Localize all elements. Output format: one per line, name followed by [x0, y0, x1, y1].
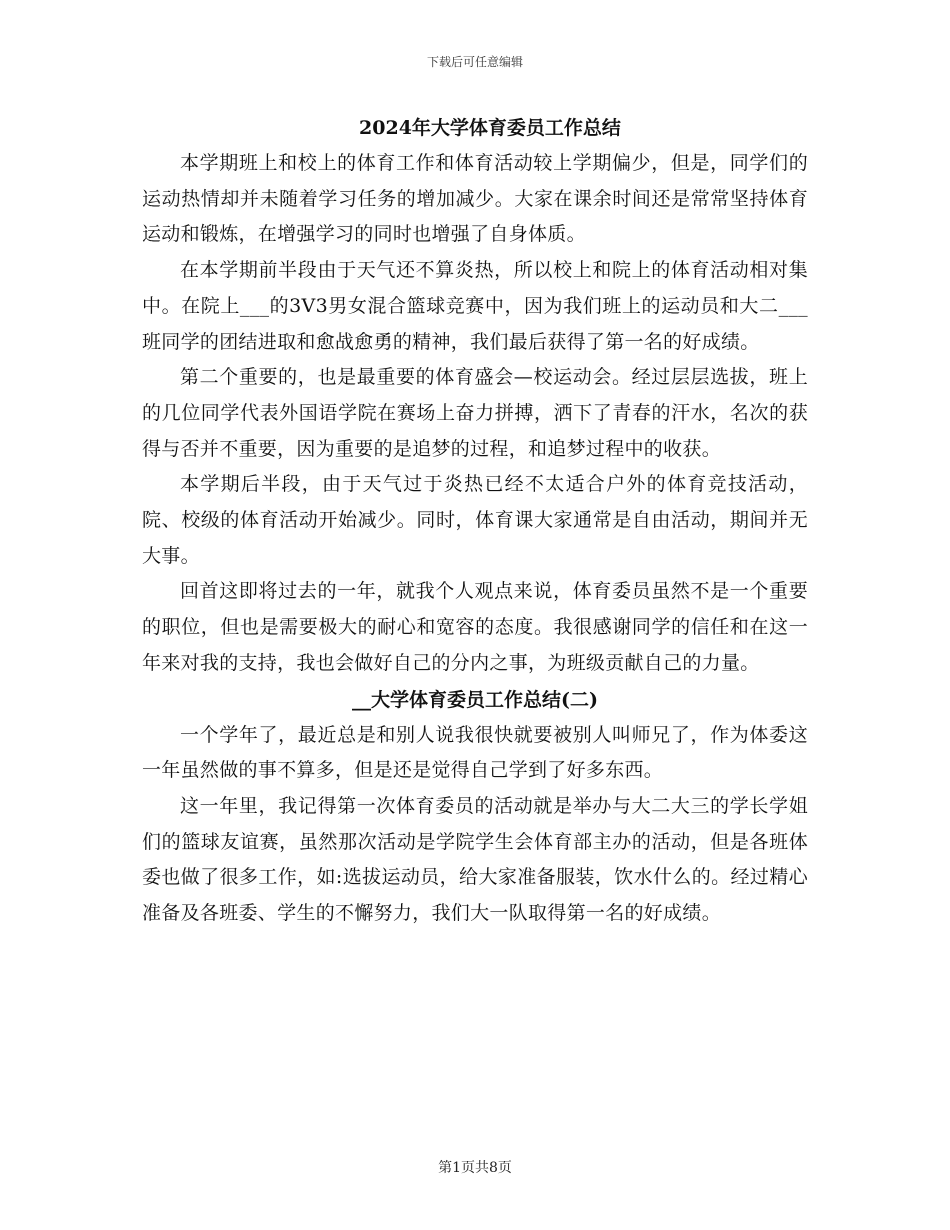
section-1-title: 2024年大学体育委员工作总结: [359, 117, 621, 139]
section-2-title: __大学体育委员工作总结(二): [352, 688, 598, 711]
page-number: 第1页共8页: [438, 1160, 512, 1176]
section-1-paragraph-1: 本学期班上和校上的体育工作和体育活动较上学期偏少，但是，同学们的运动热情却并未随着学习任务的增加减少。大家在课余时间还是常常坚持体育运动和锻炼，在增强学习的同时也增强了自身体质。: [142, 152, 808, 246]
section-2-paragraph-2: 这一年里，我记得第一次体育委员的活动就是举办与大二大三的学长学姐们的篮球友谊赛，虽然那次活动是学院学生会体育部主办的活动，但是各班体委也做了很多工作，如:选拔运动员，给大家准备服装，饮水什么的。经过精心准备及各班委、学生的不懈努力，我们大一队取得第一名的好成绩。: [142, 794, 808, 925]
document-body: [142, 110, 808, 932]
section-2-paragraph-1: 一个学年了，最近总是和别人说我很快就要被别人叫师兄了，作为体委这一年虽然做的事不算多，但是还是觉得自己学到了好多东西。: [142, 723, 808, 782]
section-1-paragraph-5: 回首这即将过去的一年，就我个人观点来说，体育委员虽然不是一个重要的职位，但也是需要极大的耐心和宽容的态度。我很感谢同学的信任和在这一年来对我的支持，我也会做好自己的分内之事，为班级贡献自己的力量。: [142, 580, 808, 674]
header-note: 下载后可任意编辑: [426, 55, 523, 69]
section-1-paragraph-3: 第二个重要的，也是最重要的体育盛会—校运动会。经过层层选拔，班上的几位同学代表外国语学院在赛场上奋力拼搏，洒下了青春的汗水，名次的获得与否并不重要，因为重要的是追梦的过程，和追梦过程中的收获。: [142, 366, 808, 460]
section-1-paragraph-4: 本学期后半段，由于天气过于炎热已经不太适合户外的体育竞技活动，院、校级的体育活动开始减少。同时，体育课大家通常是自由活动，期间并无大事。: [142, 473, 808, 567]
section-1-paragraph-2: 在本学期前半段由于天气还不算炎热，所以校上和院上的体育活动相对集中。在院上___的3V3男女混合篮球竞赛中，因为我们班上的运动员和大二___班同学的团结进取和愈战愈勇的精神，我们最后获得了第一名的好成绩。: [142, 259, 808, 353]
